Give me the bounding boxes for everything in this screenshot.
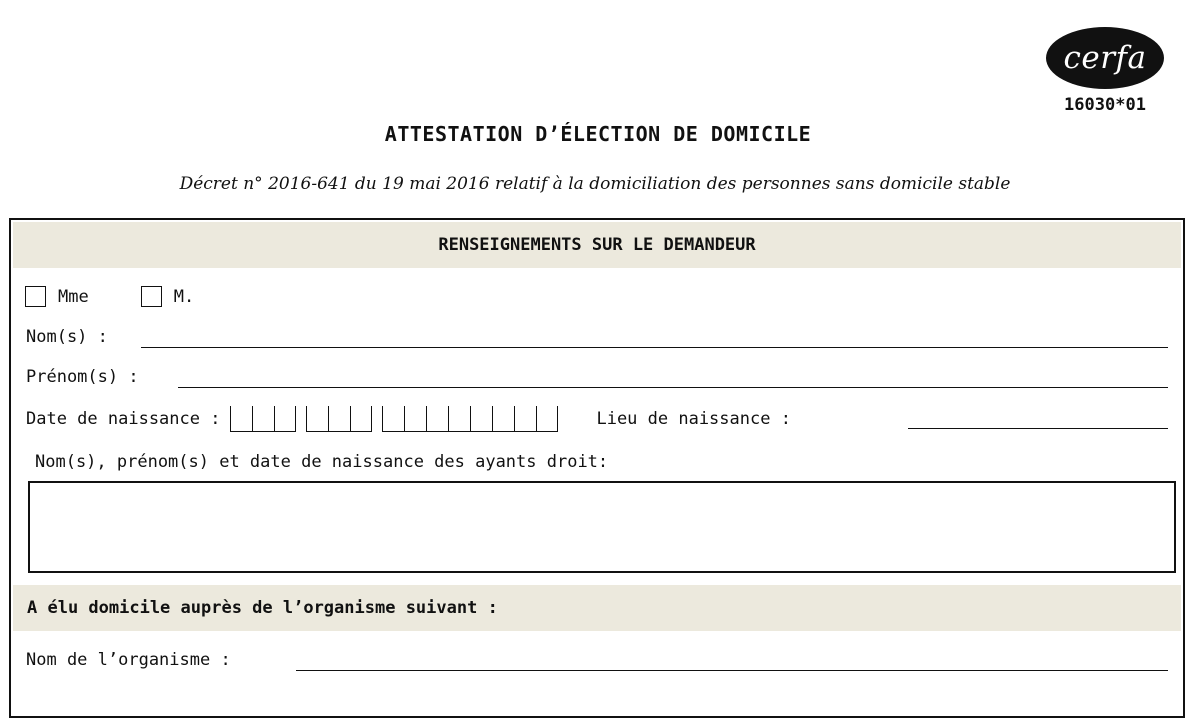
date-cell <box>448 406 470 432</box>
dependents-label: Nom(s), prénom(s) et date de naissance des ayants droit: <box>35 452 609 472</box>
form-number: 16030*01 <box>1064 95 1146 115</box>
checkbox-mme[interactable] <box>25 286 46 307</box>
cerfa-logo <box>1046 27 1164 89</box>
civility-row <box>25 286 194 307</box>
checkbox-m[interactable] <box>141 286 162 307</box>
date-cell <box>536 406 558 432</box>
checkbox-m-label: M. <box>173 286 195 307</box>
birthdate-row <box>26 406 791 432</box>
form-frame <box>9 218 1185 718</box>
date-cell <box>230 406 252 432</box>
org-name-field[interactable] <box>296 670 1168 671</box>
firstname-field[interactable] <box>178 387 1168 388</box>
date-cell <box>328 406 350 432</box>
section-header-organism: A élu domicile auprès de l’organisme suivant : <box>13 585 1181 631</box>
birthdate-month-field[interactable] <box>306 406 372 432</box>
date-cell <box>492 406 514 432</box>
cerfa-logo-text: cerfa <box>1063 40 1147 76</box>
date-cell <box>382 406 404 432</box>
dependents-textarea[interactable] <box>28 481 1176 573</box>
decree-reference: Décret n° 2016-641 du 19 mai 2016 relatif à la domiciliation des personnes sans domicile stable <box>179 174 1011 194</box>
birthplace-label: Lieu de naissance : <box>596 409 791 429</box>
section-header-applicant: RENSEIGNEMENTS SUR LE DEMANDEUR <box>13 222 1181 268</box>
name-label: Nom(s) : <box>26 327 108 347</box>
date-cell <box>274 406 296 432</box>
date-cell <box>350 406 372 432</box>
firstname-label: Prénom(s) : <box>26 367 139 387</box>
date-cell <box>252 406 274 432</box>
birthdate-day-field[interactable] <box>230 406 296 432</box>
birthplace-field[interactable] <box>908 428 1168 429</box>
date-cell <box>514 406 536 432</box>
date-cell <box>470 406 492 432</box>
date-cell <box>426 406 448 432</box>
birthdate-label: Date de naissance : <box>26 409 221 429</box>
checkbox-mme-label: Mme <box>58 286 89 307</box>
document-title: ATTESTATION D’ÉLECTION DE DOMICILE <box>384 122 812 146</box>
date-cell <box>404 406 426 432</box>
org-name-label: Nom de l’organisme : <box>26 650 231 670</box>
date-cell <box>306 406 328 432</box>
name-field[interactable] <box>141 347 1168 348</box>
birthdate-year-field[interactable] <box>382 406 558 432</box>
